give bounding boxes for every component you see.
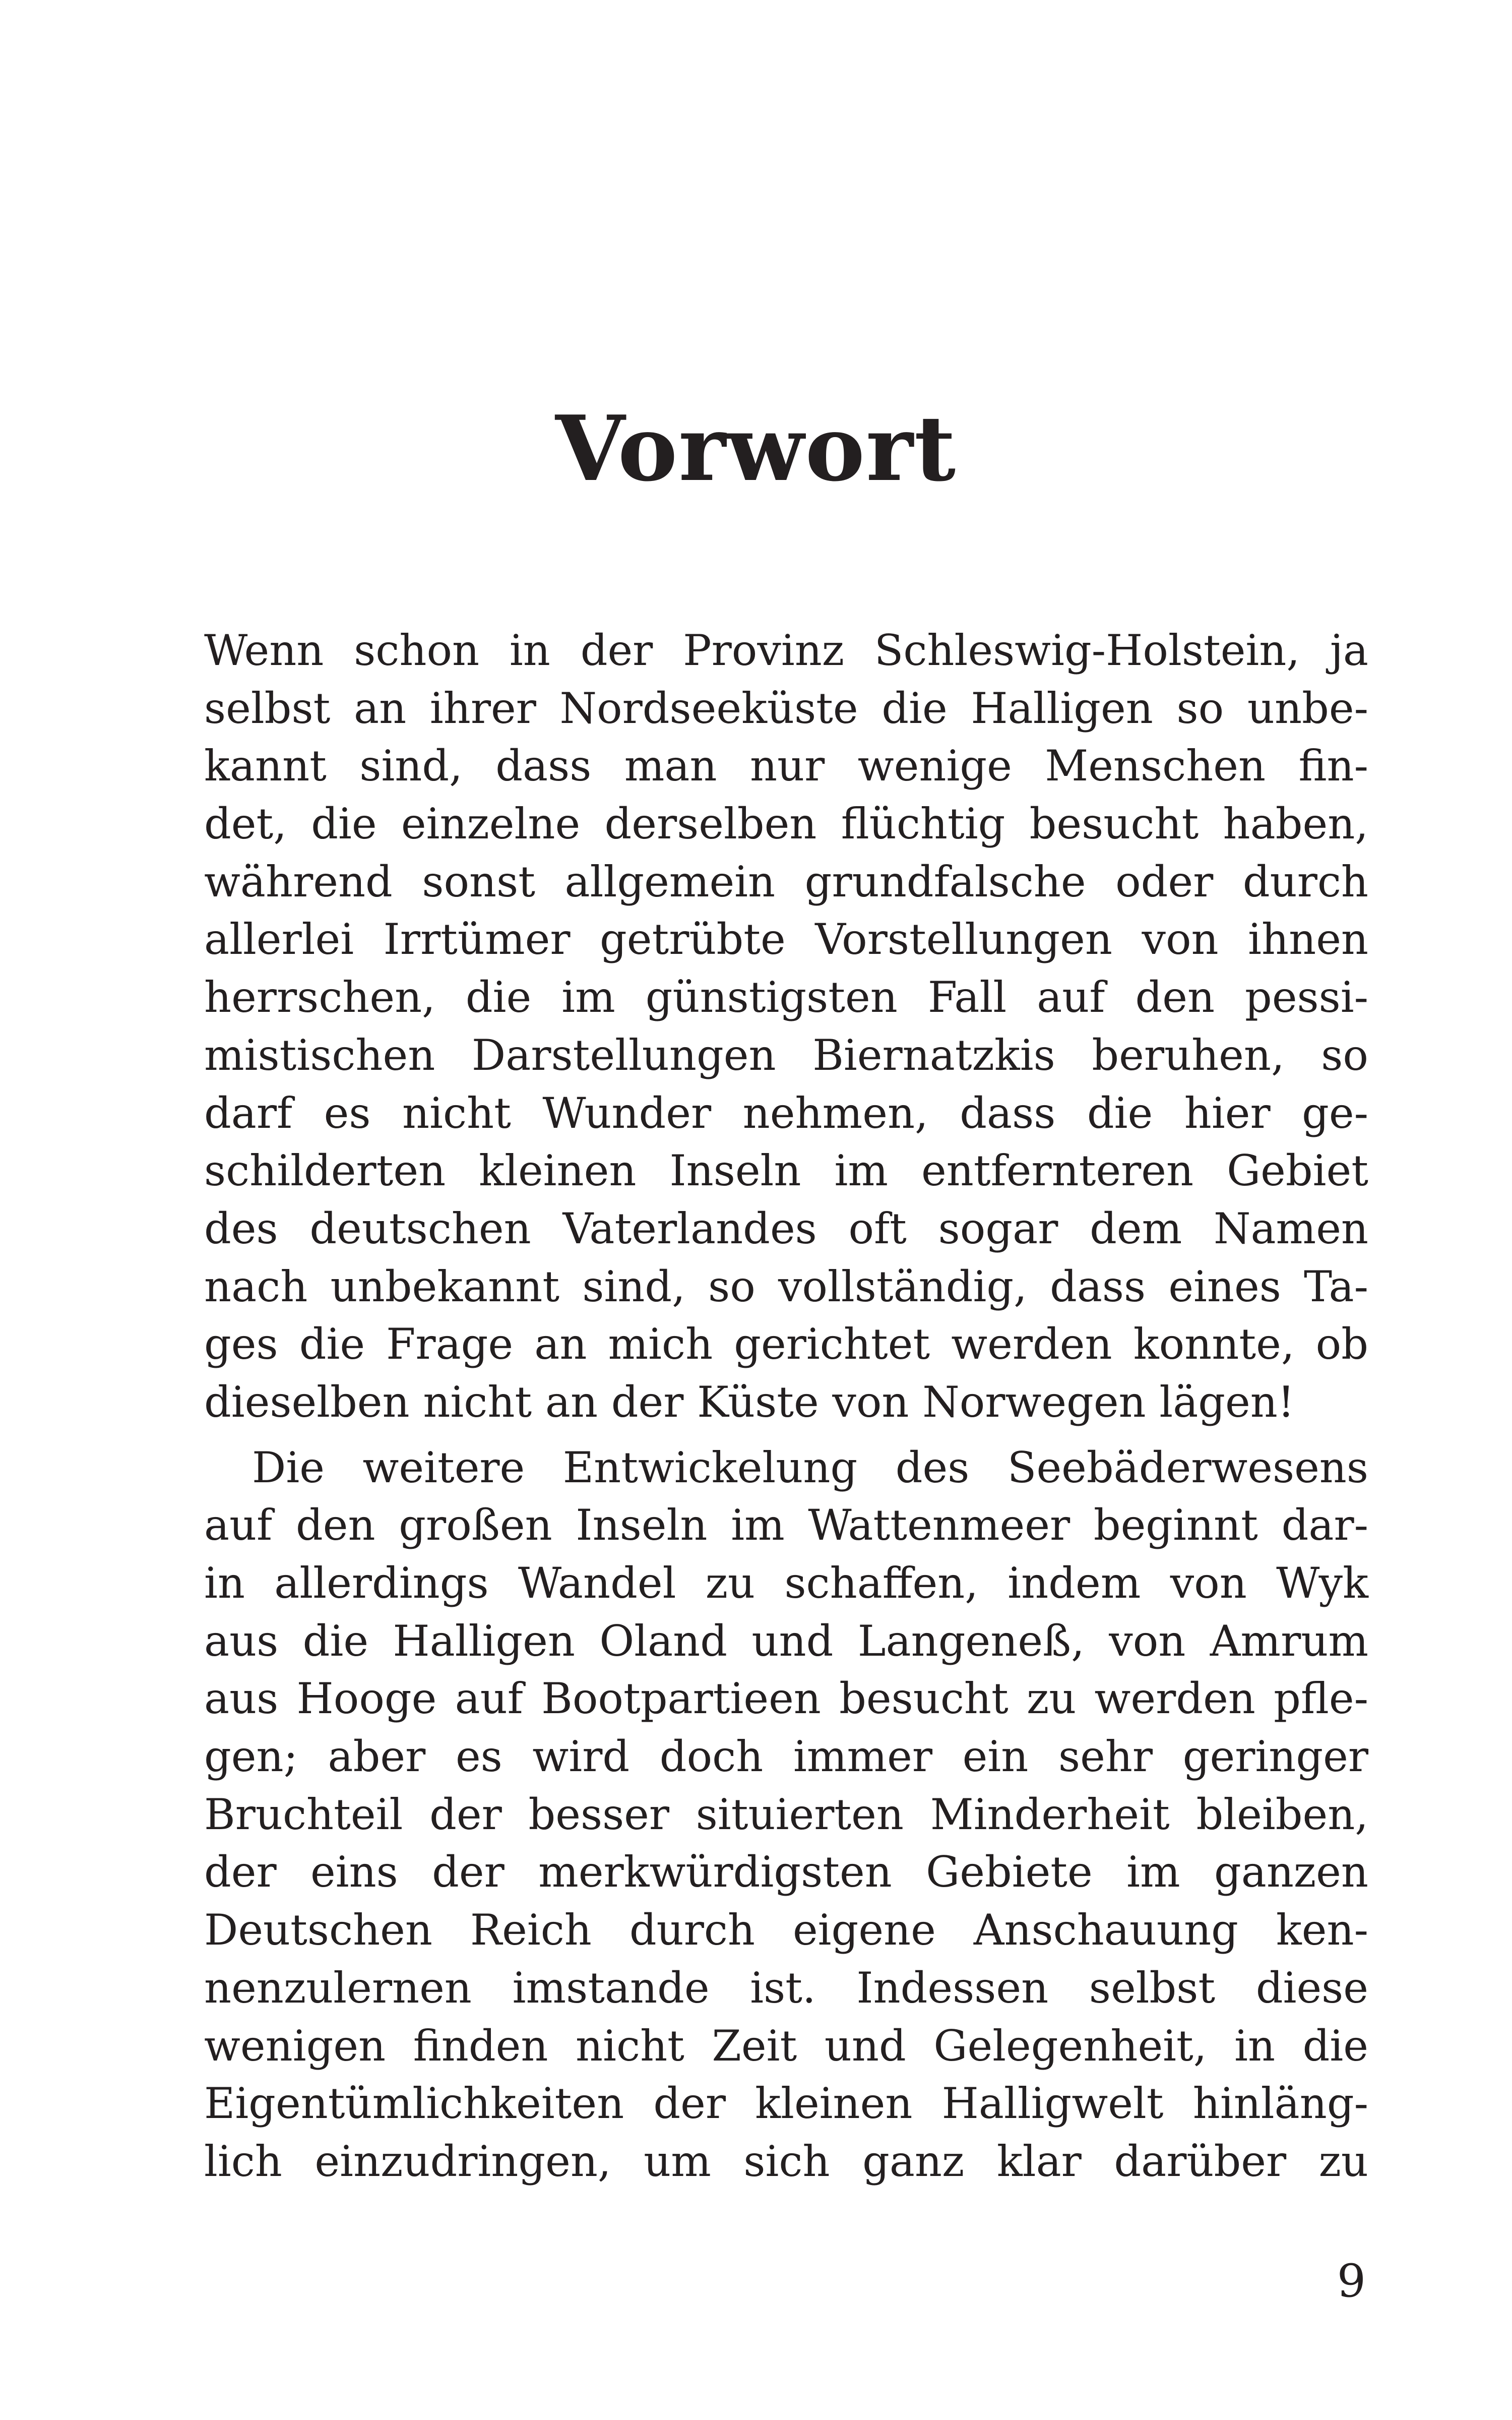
text-line: wenigen finden nicht Zeit und Gelegenheit, in die [204, 2021, 1368, 2071]
text-line: allerlei Irrtümer getrübte Vorstellungen von ihnen [204, 915, 1368, 964]
text-line: gen; aber es wird doch immer ein sehr geringer [204, 1732, 1368, 1782]
text-line: Eigentümlichkeiten der kleinen Halligwelt hinläng- [204, 2079, 1368, 2129]
text-line: mistischen Darstellungen Biernatzkis beruhen, so [204, 1030, 1368, 1080]
text-line: darf es nicht Wunder nehmen, dass die hier ge- [204, 1088, 1368, 1138]
text-line: selbst an ihrer Nordseeküste die Halligen so unbe- [204, 683, 1368, 733]
text-line: schilderten kleinen Inseln im entfernteren Gebiet [204, 1146, 1368, 1196]
text-line: während sonst allgemein grundfalsche oder durch [204, 857, 1368, 906]
text-line: Die weitere Entwickelung des Seebäderwesens [252, 1442, 1368, 1492]
text-line: Deutschen Reich durch eigene Anschauung ken- [204, 1905, 1368, 1955]
text-line: nach unbekannt sind, so vollständig, dass eines Ta- [204, 1261, 1368, 1311]
paragraph-2 [204, 1439, 1368, 2191]
text-line: aus Hooge auf Bootpartieen besucht zu werden pfle- [204, 1674, 1368, 1724]
text-line: nenzulernen imstande ist. Indessen selbst diese [204, 1963, 1368, 2013]
text-line: aus die Halligen Oland und Langeneß, von Amrum [204, 1616, 1368, 1666]
text-line: kannt sind, dass man nur wenige Menschen fin- [204, 741, 1368, 791]
text-line: det, die einzelne derselben flüchtig besucht haben, [204, 799, 1368, 849]
paragraph-1 [204, 622, 1368, 1431]
text-line: auf den großen Inseln im Wattenmeer beginnt dar- [204, 1500, 1368, 1550]
text-line: dieselben nicht an der Küste von Norwegen lägen! [204, 1377, 1295, 1427]
text-line: Bruchteil der besser situierten Minderheit bleiben, [204, 1789, 1368, 1839]
text-line: der eins der merkwürdigsten Gebiete im ganzen [204, 1847, 1368, 1897]
text-line: in allerdings Wandel zu schaffen, indem von Wyk [204, 1558, 1368, 1608]
text-line: herrschen, die im günstigsten Fall auf den pessi- [204, 973, 1368, 1022]
body-text [204, 622, 1368, 2191]
text-line: des deutschen Vaterlandes oft sogar dem Namen [204, 1203, 1368, 1253]
text-line: Wenn schon in der Provinz Schleswig-Holstein, ja [204, 626, 1368, 675]
paragraph-gap [204, 1431, 1368, 1439]
text-line: lich einzudringen, um sich ganz klar darüber zu [204, 2136, 1368, 2186]
text-line: ges die Frage an mich gerichtet werden konnte, ob [204, 1319, 1368, 1369]
chapter-title: Vorwort [555, 396, 957, 501]
page-number: 9 [1337, 2255, 1366, 2308]
